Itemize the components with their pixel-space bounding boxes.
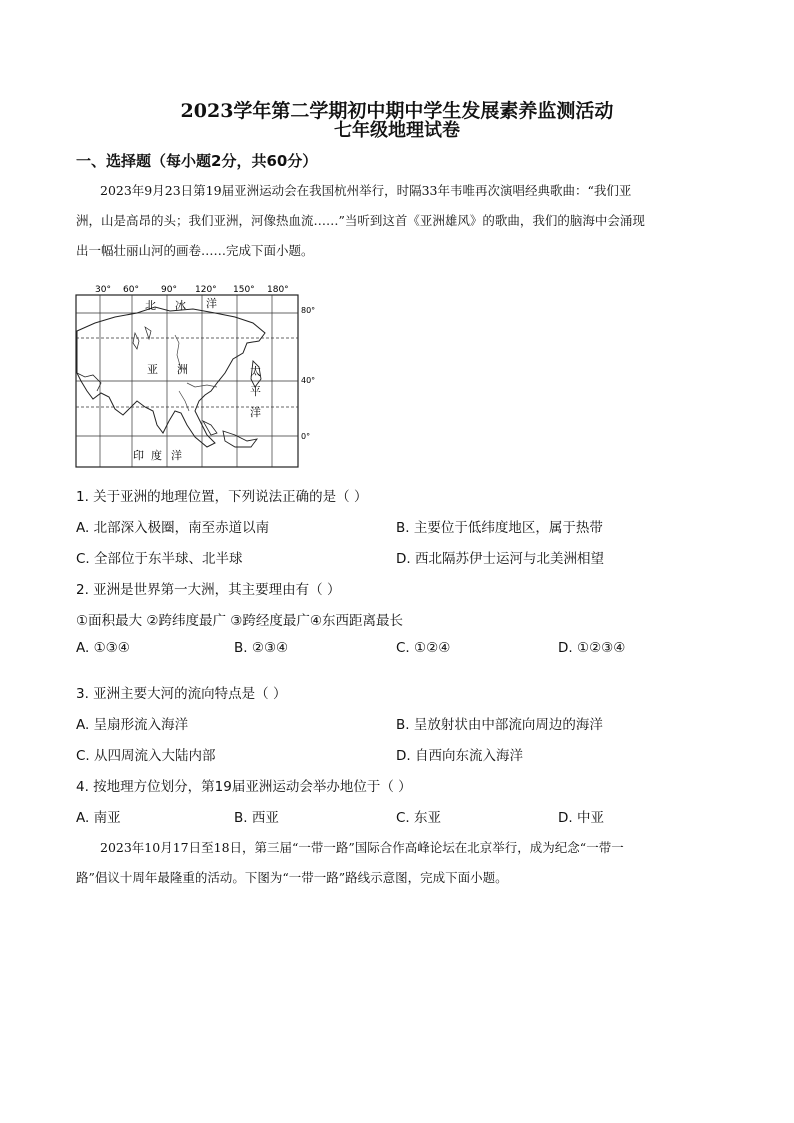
question-2-option-c[interactable]: C. ①②④ [396,640,451,656]
label-indian: 度 [151,449,162,462]
label-arctic: 洋 [206,297,217,310]
question-3-option-b[interactable]: B. 呈放射状由中部流向周边的海洋 [396,717,603,733]
island-group [223,431,257,447]
question-2-option-b[interactable]: B. ②③④ [234,640,289,656]
question-1-option-a[interactable]: A. 北部深入极圈，南至赤道以南 [76,520,270,536]
island-small [203,421,217,435]
intro2-line1: 2023年10月17日至18日，第三届“一带一路”国际合作高峰论坛在北京举行，成为纪念“一带一 [100,840,624,855]
exam-subtitle: 七年级地理试卷 [334,120,460,141]
lat-label: 80° [301,306,316,315]
lon-label: 30° [95,285,111,295]
lon-label: 150° [233,285,255,295]
question-4-option-c[interactable]: C. 东亚 [396,810,442,826]
question-2-statements: ①面积最大 ②跨纬度最广 ③跨经度最广④东西距离最长 [76,613,403,629]
label-indian: 洋 [171,449,182,462]
question-4-option-d[interactable]: D. 中亚 [558,810,604,826]
intro1-line1: 2023年9月23日第19届亚洲运动会在我国杭州举行，时隔33年韦唯再次演唱经典歌曲：“我们亚 [100,183,632,198]
lat-label: 40° [301,376,316,385]
question-1-option-d[interactable]: D. 西北隔苏伊士运河与北美洲相望 [396,551,604,567]
question-1-option-b[interactable]: B. 主要位于低纬度地区，属于热带 [396,520,603,536]
label-arctic: 北 [145,299,156,312]
coast-detail [77,373,101,391]
question-4-stem: 4. 按地理方位划分，第19届亚洲运动会举办地位于（ ） [76,779,412,795]
question-1-stem: 1. 关于亚洲的地理位置，下列说法正确的是（ ） [76,489,368,505]
exam-title: 2023学年第二学期初中期中学生发展素养监测活动 [180,100,614,122]
question-2-option-d[interactable]: D. ①②③④ [558,640,626,656]
intro1-line3: 出一幅壮丽山河的画卷……完成下面小题。 [76,243,314,258]
question-3-option-a[interactable]: A. 呈扇形流入海洋 [76,717,189,733]
question-3-stem: 3. 亚洲主要大河的流向特点是（ ） [76,686,287,702]
question-4-option-a[interactable]: A. 南亚 [76,810,121,826]
label-pacific: 平 [250,385,261,398]
intro2-line2: 路”倡议十周年最隆重的活动。下图为“一带一路”路线示意图，完成下面小题。 [76,870,508,885]
question-1-option-c[interactable]: C. 全部位于东半球、北半球 [76,551,243,567]
lon-label: 60° [123,285,139,295]
question-2-stem: 2. 亚洲是世界第一大洲，其主要理由有（ ） [76,582,341,598]
intro1-line2: 洲，山是高昂的头；我们亚洲，河像热血流……”当听到这首《亚洲雄风》的歌曲，我们的脑海中会涌现 [76,213,645,228]
lon-label: 90° [161,285,177,295]
question-3-option-c[interactable]: C. 从四周流入大陆内部 [76,748,216,764]
label-pacific: 太 [250,365,261,378]
label-pacific: 洋 [250,406,261,419]
lon-label: 180° [267,285,289,295]
question-2-option-a[interactable]: A. ①③④ [76,640,130,656]
label-indian: 印 [133,449,144,462]
lon-label: 120° [195,285,217,295]
lat-label: 0° [301,432,311,441]
label-arctic: 冰 [175,299,186,312]
section-heading: 一、选择题（每小题2分，共60分） [76,152,318,170]
asia-map [75,283,325,473]
label-asia: 亚 [147,363,158,376]
label-asia: 洲 [177,363,188,376]
river-south [179,391,189,411]
question-4-option-b[interactable]: B. 西亚 [234,810,279,826]
question-3-option-d[interactable]: D. 自西向东流入海洋 [396,748,523,764]
